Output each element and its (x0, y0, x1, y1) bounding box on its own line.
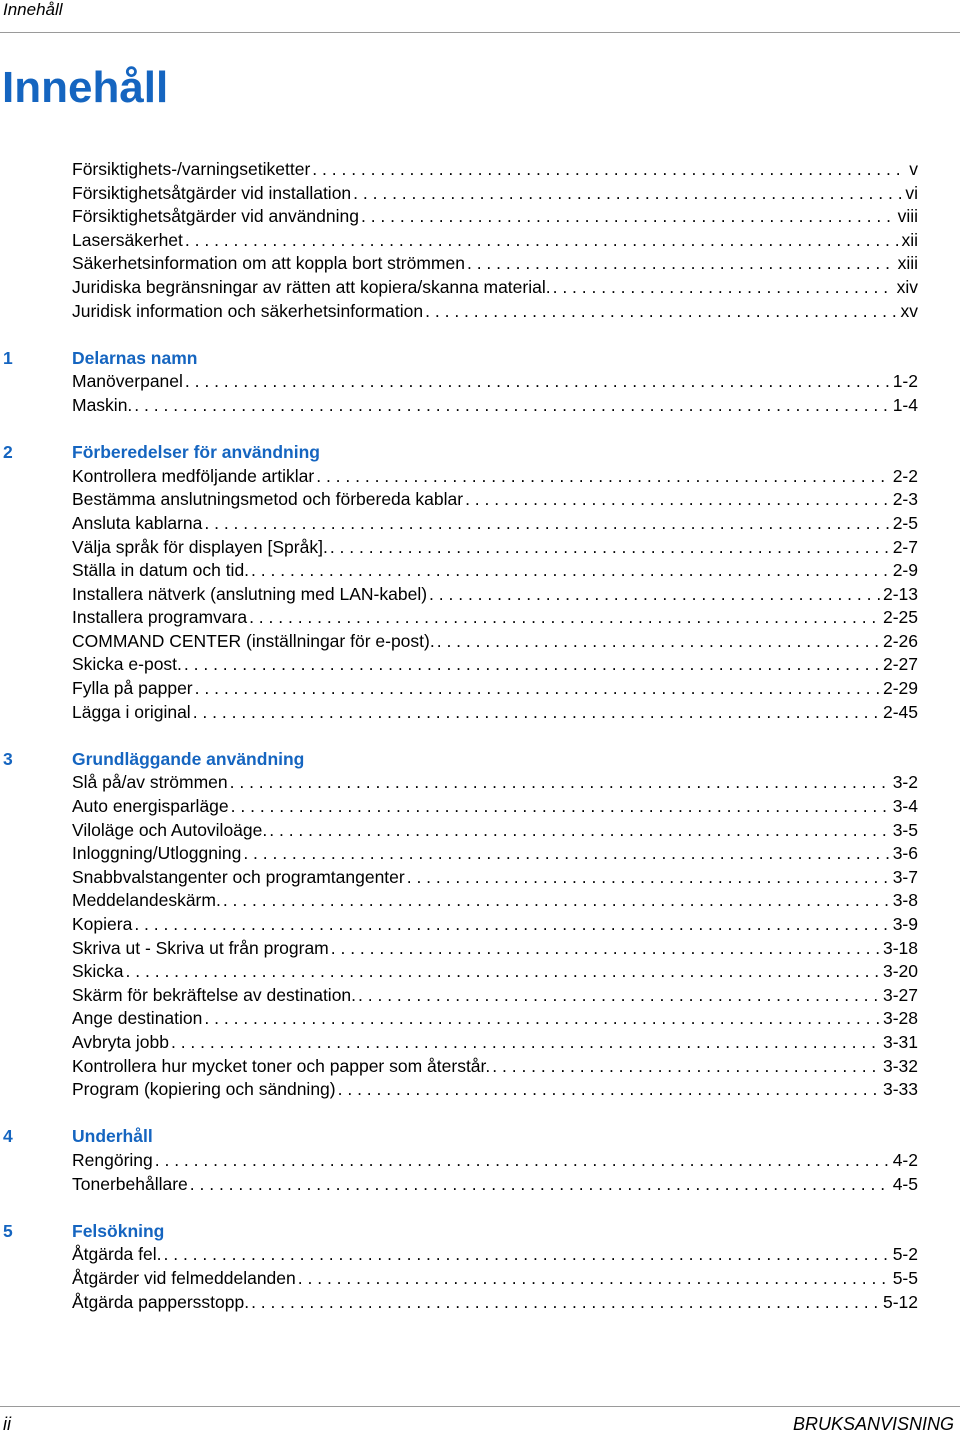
toc-entry-page[interactable]: 2-7 (892, 536, 918, 557)
dot-leader (358, 984, 880, 1008)
toc-entry[interactable] (0, 370, 960, 394)
toc-entry[interactable] (0, 937, 960, 961)
section-spacer (0, 418, 960, 442)
chapter-number: 3 (3, 748, 13, 769)
chapter-title[interactable]: Delarnas namn (72, 347, 198, 368)
toc-entry-label[interactable]: Skicka e-post. (72, 654, 182, 675)
toc-entry[interactable] (0, 606, 960, 630)
dot-leader (269, 819, 889, 843)
dot-leader (190, 1173, 890, 1197)
dot-leader (185, 370, 890, 394)
dot-leader (134, 394, 889, 418)
dot-leader (298, 1267, 890, 1291)
dot-leader (330, 536, 890, 560)
dot-leader (251, 559, 890, 583)
chapter-heading[interactable] (0, 1220, 960, 1244)
toc-entry[interactable] (0, 1007, 960, 1031)
toc-entry[interactable] (0, 771, 960, 795)
chapter-heading[interactable] (0, 347, 960, 371)
toc-entry-page[interactable]: 5-5 (892, 1267, 918, 1288)
toc-entry-page[interactable]: 3-8 (892, 890, 918, 911)
chapter-title[interactable]: Förberedelser för användning (72, 442, 320, 463)
dot-leader (429, 583, 880, 607)
toc-entry[interactable] (0, 819, 960, 843)
toc-entry-label[interactable]: Kontrollera hur mycket toner och papper som återstår. (72, 1055, 491, 1076)
section-spacer (0, 323, 960, 347)
toc-entry-label[interactable]: Auto energisparläge (72, 796, 229, 817)
toc-entry[interactable] (0, 1173, 960, 1197)
dot-leader (230, 771, 890, 795)
toc-entry-page[interactable]: v (909, 159, 918, 179)
toc-entry-page[interactable]: vi (905, 182, 918, 203)
toc-entry[interactable] (0, 889, 960, 913)
toc-entry-label[interactable]: Åtgärder vid felmeddelanden (72, 1267, 296, 1288)
toc-entry-page[interactable]: 3-20 (882, 961, 918, 982)
toc-entry[interactable] (0, 1243, 960, 1267)
dot-leader (164, 1243, 890, 1267)
toc-entry-page[interactable]: 2-2 (892, 465, 918, 486)
dot-leader (126, 960, 880, 984)
dot-leader (425, 300, 897, 324)
toc-entry-page[interactable]: 2-3 (892, 489, 918, 510)
toc-entry[interactable] (0, 559, 960, 583)
section-spacer (0, 724, 960, 748)
footer-page-number: ii (3, 1414, 11, 1434)
toc-entry-label[interactable]: Ange destination (72, 1008, 203, 1029)
toc-entry-label[interactable]: Försiktighetsåtgärder vid användning (72, 206, 359, 227)
toc-entry[interactable] (0, 158, 960, 182)
toc-entry-label[interactable]: Avbryta jobb (72, 1031, 169, 1052)
toc-entry-page[interactable]: 3-4 (892, 796, 918, 817)
toc-entry-label[interactable]: Program (kopiering och sändning) (72, 1079, 336, 1100)
toc-entry-page[interactable]: 2-13 (882, 583, 918, 604)
toc-entry-label[interactable]: Ställa in datum och tid. (72, 560, 250, 581)
dot-leader (553, 276, 894, 300)
toc-entry-label[interactable]: Försiktighetsåtgärder vid installation (72, 182, 352, 203)
section-spacer (0, 1102, 960, 1126)
toc-entry[interactable] (0, 1267, 960, 1291)
toc-entry-label[interactable]: Tonerbehållare (72, 1173, 188, 1194)
chapter-heading[interactable] (0, 1125, 960, 1149)
toc-entry-page[interactable]: 2-29 (882, 678, 918, 699)
toc-entry[interactable] (0, 913, 960, 937)
toc-entry-label[interactable]: Juridiska begränsningar av rätten att kopiera/skanna material. (72, 276, 551, 297)
chapter-number: 2 (3, 442, 13, 463)
toc-entry[interactable] (0, 465, 960, 489)
toc-entry-page[interactable]: 3-5 (892, 819, 918, 840)
toc-entry-label[interactable]: Rengöring (72, 1149, 153, 1170)
header-divider (0, 32, 960, 33)
toc-entry-page[interactable]: 2-27 (882, 654, 918, 675)
toc-entry[interactable] (0, 583, 960, 607)
toc-entry[interactable] (0, 653, 960, 677)
dot-leader (353, 182, 902, 206)
dot-leader (331, 937, 880, 961)
dot-leader (437, 630, 880, 654)
dot-leader (195, 677, 880, 701)
dot-leader (243, 842, 889, 866)
toc-entry-page[interactable]: xii (901, 229, 918, 250)
toc-entry[interactable] (0, 842, 960, 866)
chapter-title[interactable]: Underhåll (72, 1126, 153, 1147)
toc-entry-label[interactable]: Maskin. (72, 394, 133, 415)
toc-entry[interactable] (0, 300, 960, 324)
toc-entry[interactable] (0, 205, 960, 229)
toc-entry-page[interactable]: 2-5 (892, 512, 918, 533)
toc-entry-label[interactable]: Fylla på papper (72, 678, 193, 699)
toc-entry-page[interactable]: 3-6 (892, 843, 918, 864)
toc-entry-label[interactable]: Snabbvalstangenter och programtangenter (72, 866, 405, 887)
dot-leader (184, 653, 880, 677)
toc-entry-label[interactable]: Åtgärda pappersstopp. (72, 1291, 250, 1312)
toc-entry-page[interactable]: 5-12 (882, 1291, 918, 1312)
toc-entry[interactable] (0, 1055, 960, 1079)
toc-entry-label[interactable]: Välja språk för displayen [Språk]. (72, 536, 328, 557)
dot-leader (251, 1291, 880, 1315)
toc-entry-page[interactable]: 2-45 (882, 701, 918, 722)
toc-entry[interactable] (0, 1078, 960, 1102)
toc-entry-page[interactable]: 3-27 (882, 984, 918, 1005)
toc-entry[interactable] (0, 795, 960, 819)
toc-entry[interactable] (0, 630, 960, 654)
page-title: Innehåll (2, 63, 169, 112)
toc-entry[interactable] (0, 1031, 960, 1055)
toc-entry-page[interactable]: 3-33 (882, 1079, 918, 1100)
chapter-number: 5 (3, 1220, 13, 1241)
toc-entry-page[interactable]: 3-31 (882, 1031, 918, 1052)
chapter-title[interactable]: Felsökning (72, 1220, 165, 1241)
toc-entry-page[interactable]: 1-4 (892, 394, 918, 415)
toc-entry[interactable] (0, 677, 960, 701)
toc-entry-page[interactable]: 3-9 (892, 914, 918, 934)
toc-entry-page[interactable]: 4-2 (892, 1149, 918, 1170)
toc-entry-label[interactable]: Installera programvara (72, 607, 248, 628)
dot-leader (204, 512, 889, 536)
dot-leader (204, 1007, 880, 1031)
toc-entry-page[interactable]: 4-5 (892, 1173, 918, 1194)
toc-entry[interactable] (0, 252, 960, 276)
toc-entry[interactable] (0, 866, 960, 890)
toc-entry-label[interactable]: COMMAND CENTER (inställningar för e-post). (72, 630, 435, 651)
toc-entry-page[interactable]: 2-9 (892, 560, 918, 581)
toc-entry[interactable] (0, 960, 960, 984)
toc-entry-label[interactable]: Manöverpanel (72, 371, 183, 392)
toc-entry-label[interactable]: Installera nätverk (anslutning med LAN-kabel) (72, 583, 428, 604)
toc-entry-label[interactable]: Bestämma anslutningsmetod och förbereda kablar (72, 489, 464, 510)
toc-entry[interactable] (0, 512, 960, 536)
toc-entry[interactable] (0, 984, 960, 1008)
toc-entry-page[interactable]: 3-32 (882, 1055, 918, 1076)
toc-entry[interactable] (0, 1291, 960, 1315)
toc-entry-label[interactable]: Säkerhetsinformation om att koppla bort strömmen (72, 253, 465, 274)
toc-entry-page[interactable]: xiv (896, 276, 918, 297)
dot-leader (316, 465, 889, 489)
chapter-heading[interactable] (0, 441, 960, 465)
running-header-title: Innehåll (3, 0, 63, 19)
toc-entry-label[interactable]: Meddelandeskärm. (72, 890, 221, 911)
dot-leader (407, 866, 890, 890)
table-of-contents (0, 158, 960, 1314)
chapter-title[interactable]: Grundläggande användning (72, 748, 305, 769)
toc-entry-page[interactable]: 2-25 (882, 607, 918, 628)
dot-leader (338, 1078, 880, 1102)
toc-entry[interactable] (0, 394, 960, 418)
dot-leader (361, 205, 895, 229)
dot-leader (249, 606, 880, 630)
toc-entry-label[interactable]: Kontrollera medföljande artiklar (72, 465, 315, 486)
dot-leader (467, 252, 895, 276)
toc-entry-label[interactable]: Kopiera (72, 914, 133, 934)
toc-entry[interactable] (0, 182, 960, 206)
dot-leader (465, 488, 890, 512)
toc-entry-page[interactable]: xiii (897, 253, 918, 274)
chapter-heading[interactable] (0, 748, 960, 772)
dot-leader (223, 889, 890, 913)
toc-entry-label[interactable]: Viloläge och Autoviloäge. (72, 819, 268, 840)
dot-leader (185, 229, 899, 253)
footer-divider (0, 1406, 960, 1407)
toc-entry-label[interactable]: Försiktighets-/varningsetiketter (72, 159, 311, 179)
chapter-number: 1 (3, 347, 13, 368)
toc-entry-page[interactable]: 1-2 (892, 371, 918, 392)
toc-entry-label[interactable]: Slå på/av strömmen (72, 772, 228, 793)
toc-entry-page[interactable]: 2-26 (882, 630, 918, 651)
toc-entry[interactable] (0, 488, 960, 512)
toc-entry[interactable] (0, 536, 960, 560)
toc-entry[interactable] (0, 229, 960, 253)
toc-entry-label[interactable]: Ansluta kablarna (72, 512, 203, 533)
toc-entry-label[interactable]: Skicka (72, 961, 124, 982)
toc-entry-label[interactable]: Åtgärda fel. (72, 1244, 162, 1265)
toc-entry-page[interactable]: xv (900, 300, 918, 321)
dot-leader (231, 795, 890, 819)
chapter-number: 4 (3, 1126, 13, 1147)
toc-entry[interactable] (0, 276, 960, 300)
toc-entry-page[interactable]: viii (897, 206, 918, 227)
toc-entry-label[interactable]: Skriva ut - Skriva ut från program (72, 937, 329, 958)
toc-entry-page[interactable]: 3-18 (882, 937, 918, 958)
dot-leader (171, 1031, 880, 1055)
footer-document-name: BRUKSANVISNING (792, 1414, 954, 1434)
dot-leader (134, 913, 889, 937)
toc-entry[interactable] (0, 701, 960, 725)
dot-leader (155, 1149, 890, 1173)
toc-entry-page[interactable]: 3-2 (892, 772, 918, 793)
toc-entry-page[interactable]: 5-2 (892, 1244, 918, 1265)
dot-leader (312, 158, 906, 182)
toc-entry-label[interactable]: Juridisk information och säkerhetsinformation (72, 300, 424, 321)
toc-entry-page[interactable]: 3-28 (882, 1008, 918, 1029)
dot-leader (492, 1055, 880, 1079)
toc-entry-label[interactable]: Lägga i original (72, 701, 191, 722)
dot-leader (193, 701, 880, 725)
toc-entry-label[interactable]: Inloggning/Utloggning (72, 843, 242, 864)
toc-entry-page[interactable]: 3-7 (892, 866, 918, 887)
toc-entry[interactable] (0, 1149, 960, 1173)
section-spacer (0, 1196, 960, 1220)
toc-entry-label[interactable]: Skärm för bekräftelse av destination. (72, 984, 357, 1005)
toc-entry-label[interactable]: Lasersäkerhet (72, 229, 183, 250)
